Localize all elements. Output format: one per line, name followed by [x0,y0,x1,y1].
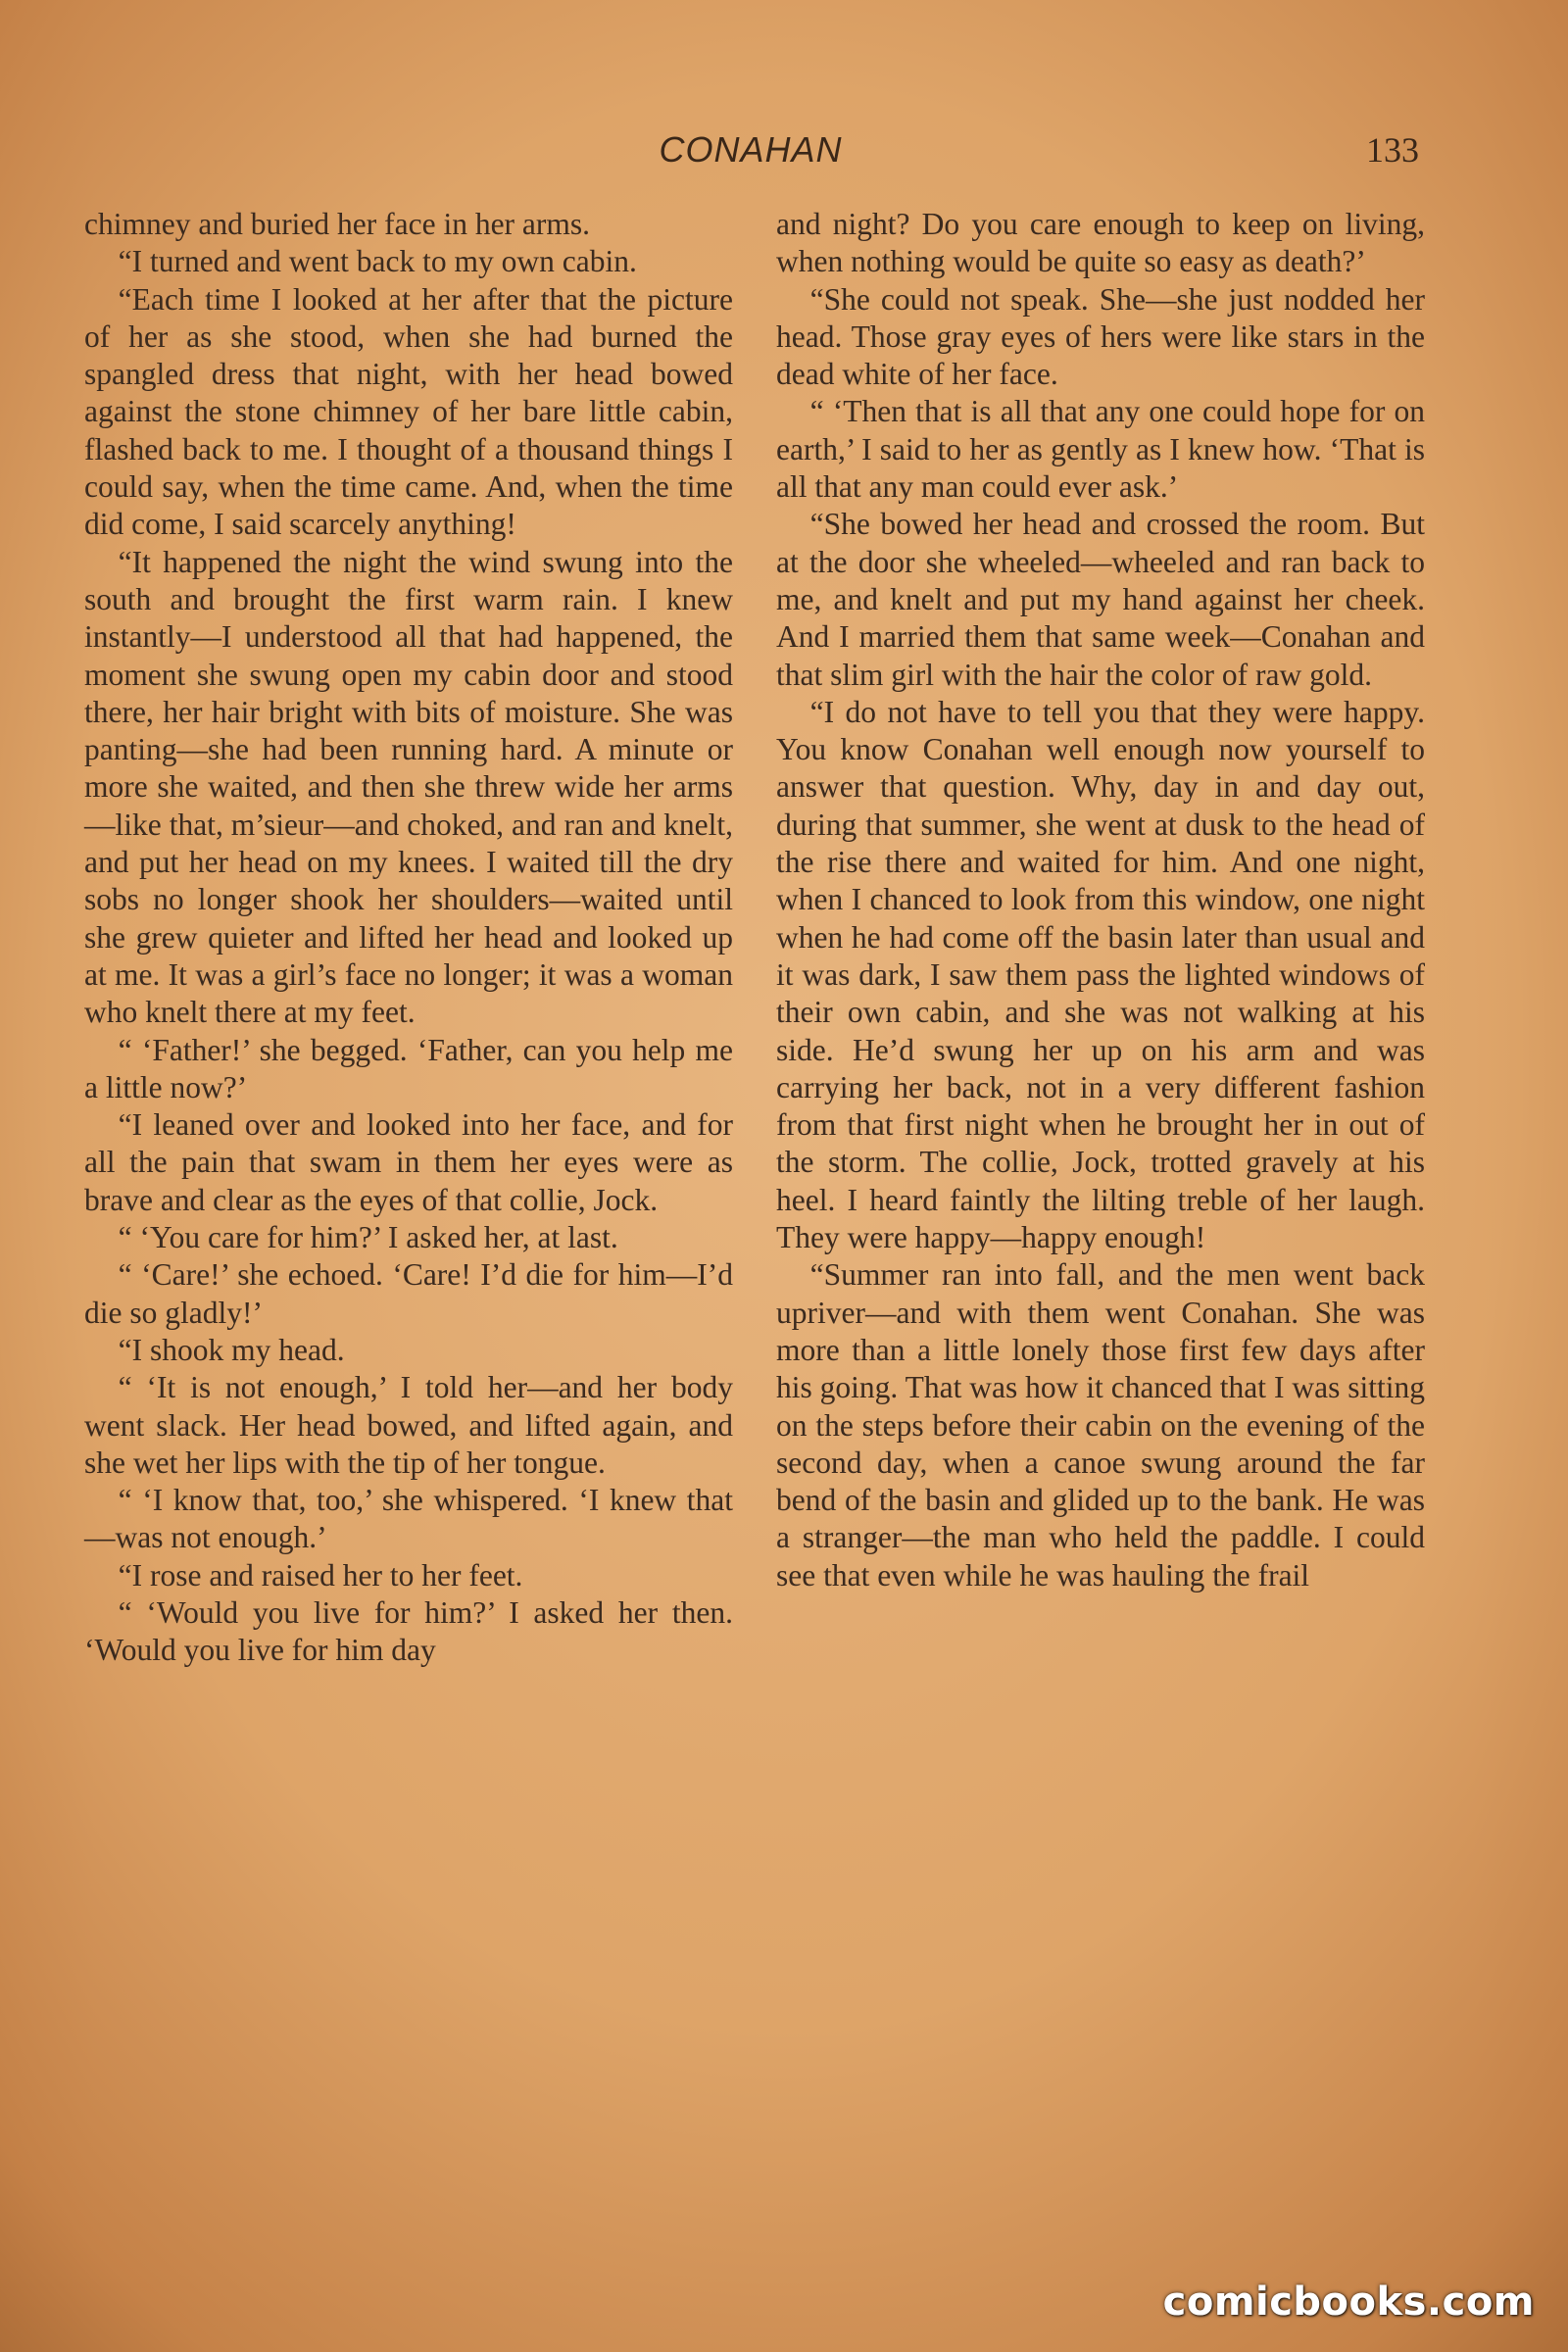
paragraph: “I shook my head. [118,1332,345,1367]
paragraph: “It happened the night the wind swung into the south and brought the first warm rain. I knew instantly—I understood all that had happened, the moment she swung open my cabin door and stood there, her hair bright with bits of moisture. She was panting—she had been running hard. A minute or more she waited, and then she threw wide her arms—like that, m’sieur—and choked, and ran and knelt, and put her head on my knees. I waited till the dry sobs no longer shook her shoulders—waited until she grew quieter and lifted her head and looked up at me. It was a girl’s face no longer; it was a woman who knelt there at my feet. [84,544,733,1030]
paragraph: “I leaned over and looked into her face, and for all the pain that swam in them her eyes were as brave and clear as the eyes of that collie, Jock. [84,1107,733,1217]
paragraph: “ ‘It is not enough,’ I told her—and her body went slack. Her head bowed, and lifted again, and she wet her lips with the tip of her tongue. [84,1370,733,1480]
paragraph: “Each time I looked at her after that the picture of her as she stood, when she had burned the spangled dress that night, with her head bowed against the stone chimney of her bare little cabin, flashed back to me. I thought of a thousand things I could say, when the time came. And, when the time did come, I said scarcely anything! [84,281,733,542]
paragraph: “She bowed her head and crossed the room. But at the door she wheeled—wheeled and ran back to me, and knelt and put my hand against her cheek. And I married them that same week—Conahan and that slim girl with the hair the color of raw gold. [776,507,1425,692]
paragraph: and night? Do you care enough to keep on living, when nothing would be quite so easy as death?’ [776,207,1425,279]
paragraph: chimney and buried her face in her arms. [84,207,591,241]
site-watermark: comicbooks.com [1162,2279,1535,2325]
page-header [82,129,1419,178]
paragraph: “ ‘Would you live for him?’ I asked her then. ‘Would you live for him day [84,1594,733,1668]
right-text-column [776,206,1425,1594]
paragraph: “She could not speak. She—she just nodded her head. Those gray eyes of hers were like stars in the dead white of her face. [776,281,1425,392]
paragraph: “ ‘Care!’ she echoed. ‘Care! I’d die for him—I’d die so gladly!’ [84,1257,733,1330]
paragraph: “I rose and raised her to her feet. [118,1557,523,1592]
running-title: CONAHAN [659,129,843,170]
paragraph: “I turned and went back to my own cabin. [118,244,637,279]
paragraph: “ ‘I know that, too,’ she whispered. ‘I knew that—was not enough.’ [84,1483,733,1555]
page-number: 133 [1366,130,1419,170]
paragraph: “I do not have to tell you that they were happy. You know Conahan well enough now yourself to answer that question. Why, day in and day out, during that summer, she went at dusk to the head of the rise there and waited for him. And one night, when I chanced to look from this window, one night when he had come off the basin later than usual and it was dark, I saw them pass the lighted windows of their own cabin, and she was not walking at his side. He’d swung her up on his arm and was carrying her back, not in a very different fashion from that first night when he brought her in out of the storm. The collie, Jock, trotted gravely at his heel. I heard faintly the lilting treble of her laugh. They were happy—happy enough! [776,694,1425,1255]
paragraph: “Summer ran into fall, and the men went back upriver—and with them went Conahan. She was more than a little lonely those first few days after his going. That was how it chanced that I was sitting on the steps before their cabin on the evening of the second day, when a canoe swung around the far bend of the basin and glided up to the bank. He was a stranger—the man who held the paddle. I could see that even while he was hauling the frail [776,1257,1425,1592]
paragraph: “ ‘Father!’ she begged. ‘Father, can you help me a little now?’ [84,1032,733,1104]
paragraph: “ ‘Then that is all that any one could hope for on earth,’ I said to her as gently as I knew how. ‘That is all that any man could ever ask.’ [776,394,1425,505]
left-text-column [84,206,733,1670]
paragraph: “ ‘You care for him?’ I asked her, at last. [118,1220,618,1255]
